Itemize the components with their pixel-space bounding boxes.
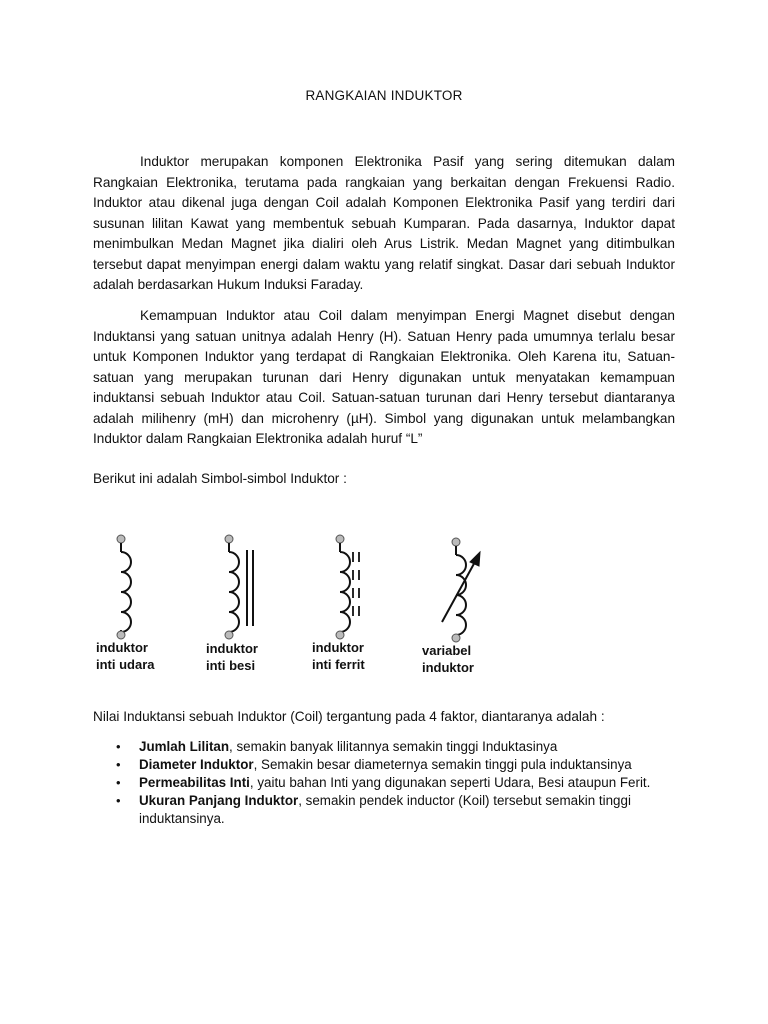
list-item	[93, 756, 675, 774]
symbol-label-line2: inti udara	[96, 657, 155, 672]
bullet-icon: •	[116, 757, 121, 772]
factor-description: , semakin banyak lilitannya semakin tinggi Induktasinya	[229, 739, 558, 754]
inductor-symbols-diagram	[90, 526, 510, 686]
paragraph-inductance: Kemampuan Induktor atau Coil dalam menyimpan Energi Magnet disebut dengan Induktansi yang satuan unitnya adalah Henry (H). Satuan Henry pada umumnya terlalu besar untuk Komponen Induktor yang terdapat di Rangkaian Elektronika. Oleh Karena itu, Satuan-satuan yang merupakan turunan dari Henry digunakan untuk menyatakan kemampuan induktansi sebuah Induktor atau Coil. Satuan-satuan turunan dari Henry tersebut diantaranya adalah milihenry (mH) dan microhenry (µH). Simbol yang digunakan untuk melambangkan Induktor dalam Rangkaian Elektronika adalah huruf “L”	[93, 308, 675, 446]
symbols-intro: Berikut ini adalah Simbol-simbol Induktor :	[93, 471, 347, 486]
factors-intro: Nilai Induktansi sebuah Induktor (Coil) tergantung pada 4 faktor, diantaranya adalah :	[93, 709, 605, 724]
factor-term: Diameter Induktor	[139, 757, 254, 772]
symbol-label-line1: induktor	[96, 640, 148, 655]
symbol-ferrite-core	[336, 535, 359, 639]
factor-description: , yaitu bahan Inti yang digunakan seperti Udara, Besi ataupun Ferit.	[249, 775, 651, 790]
symbol-variable	[442, 538, 480, 642]
symbol-label-line1: variabel	[422, 643, 472, 658]
symbol-air-core	[117, 535, 131, 639]
bullet-icon: •	[116, 793, 121, 808]
symbol-label-line1: induktor	[206, 641, 258, 656]
bullet-icon: •	[116, 775, 121, 790]
symbol-label-line2: inti ferrit	[312, 657, 365, 672]
factor-description: , semakin pendek inductor (Koil) tersebut semakin tinggi induktansinya.	[139, 793, 631, 826]
bullet-icon: •	[116, 739, 121, 754]
symbol-label-line2: inti besi	[206, 658, 256, 673]
factor-term: Jumlah Lilitan	[139, 739, 230, 754]
list-item	[93, 792, 675, 828]
symbol-iron-core	[225, 535, 253, 639]
paragraph-intro: Induktor merupakan komponen Elektronika Pasif yang sering ditemukan dalam Rangkaian Elektronika, terutama pada rangkaian yang berkaitan dengan Frekuensi Radio. Induktor atau dikenal juga dengan Coil adalah Komponen Elektronika Pasif yang terdiri dari susunan lilitan Kawat yang membentuk sebuah Kumparan. Pada dasarnya, Induktor dapat menimbulkan Medan Magnet jika dialiri oleh Arus Listrik. Medan Magnet yang ditimbulkan tersebut dapat menyimpan energi dalam waktu yang relatif singkat. Dasar dari sebuah Induktor adalah berdasarkan Hukum Induksi Faraday.	[93, 154, 675, 292]
symbol-label-line2: induktor	[422, 660, 474, 675]
document-title: RANGKAIAN INDUKTOR	[305, 88, 463, 103]
factor-term: Ukuran Panjang Induktor	[139, 793, 299, 808]
list-item	[93, 774, 675, 792]
factor-description: , Semakin besar diameternya semakin tinggi pula induktansinya	[253, 757, 632, 772]
factor-term: Permeabilitas Inti	[139, 775, 250, 790]
symbol-label-line1: induktor	[312, 640, 364, 655]
factors-list	[93, 738, 675, 828]
list-item	[93, 738, 675, 756]
